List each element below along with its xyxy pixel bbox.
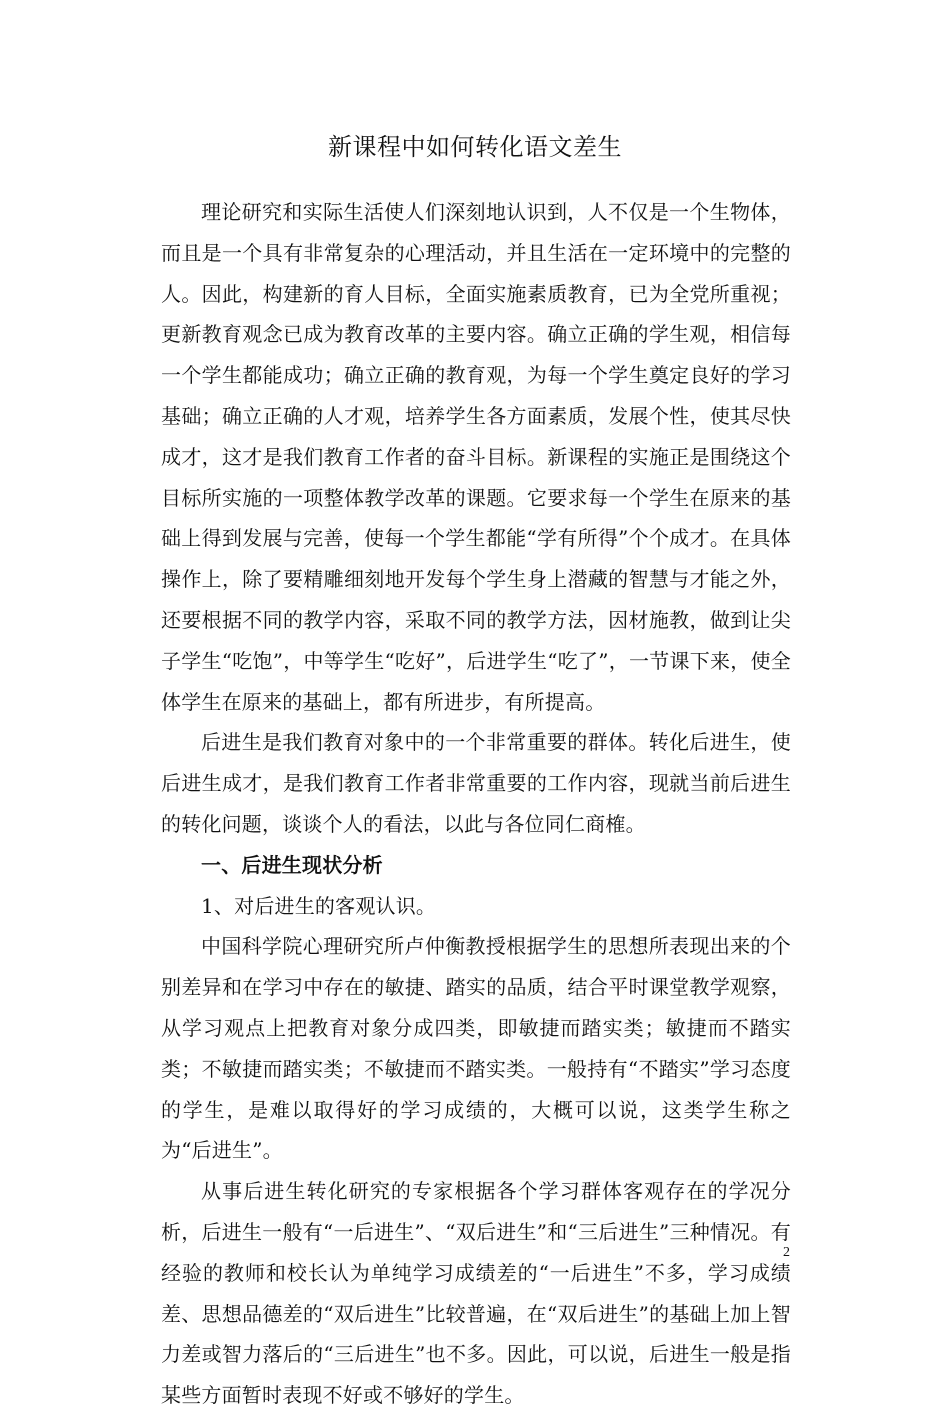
paragraph-classification: 中国科学院心理研究所卢仲衡教授根据学生的思想所表现出来的个别差异和在学习中存在的敏捷、踏实的品质，结合平时课堂教学观察，从学习观点上把教育对象分成四类，即敏捷而踏实类；敏捷而不踏实类；不敏捷而踏实类；不敏捷而不踏实类。一般持有“不踏实”学习态度的学生，是难以取得好的学习成绩的，大概可以说，这类学生称之为“后进生”。 (161, 934, 791, 1163)
document-title: 新课程中如何转化语文差生 (328, 133, 622, 161)
subsection-heading: 1、对后进生的客观认识。 (201, 893, 437, 918)
paragraph-intro: 理论研究和实际生活使人们深刻地认识到，人不仅是一个生物体，而且是一个具有非常复杂的心理活动，并且生活在一定环境中的完整的人。因此，构建新的育人目标，全面实施素质教育，已为全党所重视；更新教育观念已成为教育改革的主要内容。确立正确的学生观，相信每一个学生都能成功；确立正确的教育观，为每一个学生奠定良好的学习基础；确立正确的人才观，培养学生各方面素质，发展个性，使其尽快成才，这才是我们教育工作者的奋斗目标。新课程的实施正是围绕这个目标所实施的一项整体教学改革的课题。它要求每一个学生在原来的基础上得到发展与完善，使每一个学生都能“学有所得”个个成才。在具体操作上，除了要精雕细刻地开发每个学生身上潜藏的智慧与才能之外，还要根据不同的教学内容，采取不同的教学方法，因材施教，做到让尖子学生“吃饱”，中等学生“吃好”，后进学生“吃了”，一节课下来，使全体学生在原来的基础上，都有所进步，有所提高。 (161, 200, 791, 714)
document-body (161, 192, 791, 1416)
page-number: 2 (783, 1245, 790, 1260)
paragraph-underachievers: 后进生是我们教育对象中的一个非常重要的群体。转化后进生，使后进生成才，是我们教育工作者非常重要的工作内容，现就当前后进生的转化问题，谈谈个人的看法，以此与各位同仁商榷。 (161, 730, 791, 836)
paragraph-types: 从事后进生转化研究的专家根据各个学习群体客观存在的学况分析，后进生一般有“一后进生”、“双后进生”和“三后进生”三种情况。有经验的教师和校长认为单纯学习成绩差的“一后进生”不多，学习成绩差、思想品德差的“双后进生”比较普遍，在“双后进生”的基础上加上智力差或智力落后的“三后进生”也不多。因此，可以说，后进生一般是指某些方面暂时表现不好或不够好的学生。 (161, 1179, 791, 1408)
section-heading: 一、后进生现状分析 (201, 852, 383, 877)
